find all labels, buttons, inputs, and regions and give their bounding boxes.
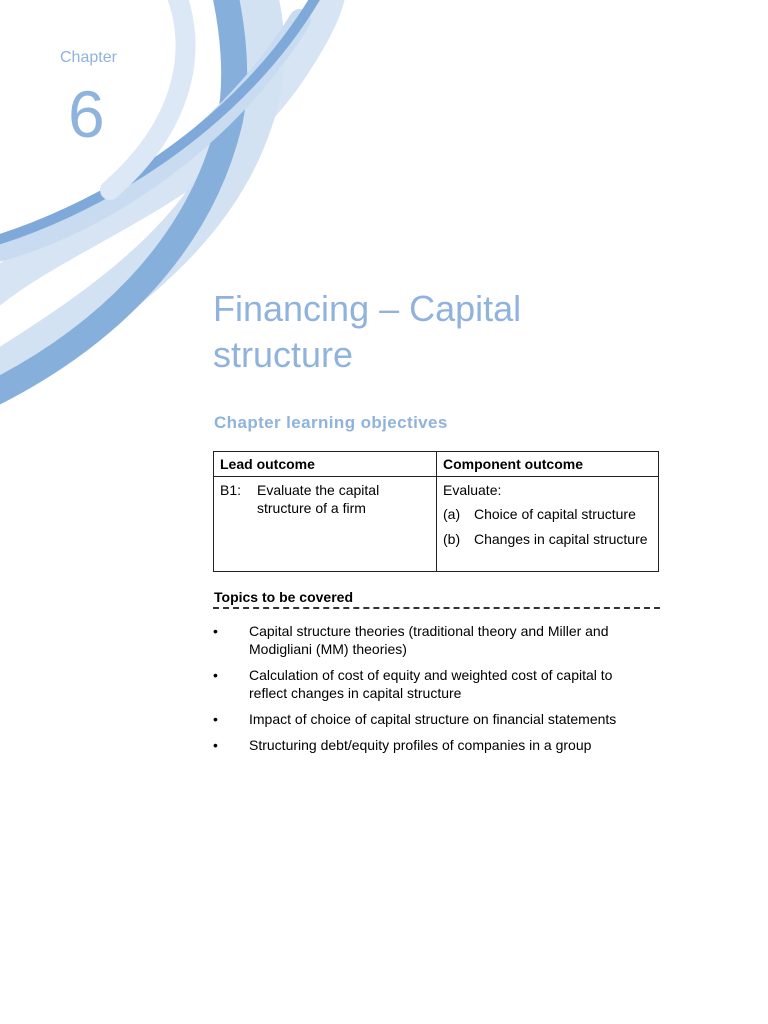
topics-heading: Topics to be covered — [214, 589, 353, 605]
topic-text: Impact of choice of capital structure on financial statements — [249, 711, 617, 727]
swoosh-thin-dark — [0, 0, 320, 245]
component-outcome-header: Component outcome — [437, 452, 659, 477]
bullet-icon: • — [213, 737, 218, 753]
topics-divider — [213, 607, 660, 609]
objectives-table — [213, 451, 659, 572]
component-intro: Evaluate: — [443, 482, 502, 498]
component-item — [443, 530, 652, 548]
swoosh-outer-light — [0, 0, 330, 300]
component-item-letter: (b) — [443, 531, 461, 547]
topic-text: Capital structure theories (traditional theory and Miller and Modigliani (MM) theories) — [249, 623, 609, 657]
lead-outcome-header: Lead outcome — [214, 452, 437, 477]
topic-item — [213, 710, 653, 728]
bullet-icon: • — [213, 667, 218, 683]
page-title-line-1: Financing – Capital — [213, 288, 522, 329]
lead-outcome-cell — [214, 477, 437, 572]
bullet-icon: • — [213, 623, 218, 639]
swoosh-cross-light — [0, 20, 300, 255]
topics-list — [213, 622, 653, 762]
topic-item — [213, 736, 653, 754]
component-item-letter: (a) — [443, 506, 461, 522]
chapter-label: Chapter — [60, 49, 117, 66]
swoosh-band-dark — [0, 0, 234, 395]
objectives-row — [214, 477, 659, 572]
topic-item — [213, 666, 653, 702]
objectives-heading: Chapter learning objectives — [214, 413, 448, 432]
topic-text: Structuring debt/equity profiles of companies in a group — [249, 737, 592, 753]
page-title-line-2: structure — [213, 334, 354, 375]
bullet-icon: • — [213, 711, 218, 727]
component-outcome-cell — [437, 477, 659, 572]
lead-outcome-code: B1: — [220, 482, 242, 498]
lead-outcome-text: Evaluate the capital structure of a firm — [257, 482, 380, 516]
component-item — [443, 505, 652, 523]
topic-item — [213, 622, 653, 658]
swoosh-top-light — [110, 0, 186, 190]
page-title — [213, 286, 693, 378]
chapter-number: 6 — [68, 77, 105, 151]
objectives-header-row — [214, 452, 659, 477]
component-item-text: Changes in capital structure — [474, 531, 648, 547]
component-item-text: Choice of capital structure — [474, 506, 636, 522]
topic-text: Calculation of cost of equity and weighted cost of capital to reflect changes in capital structure — [249, 667, 613, 701]
